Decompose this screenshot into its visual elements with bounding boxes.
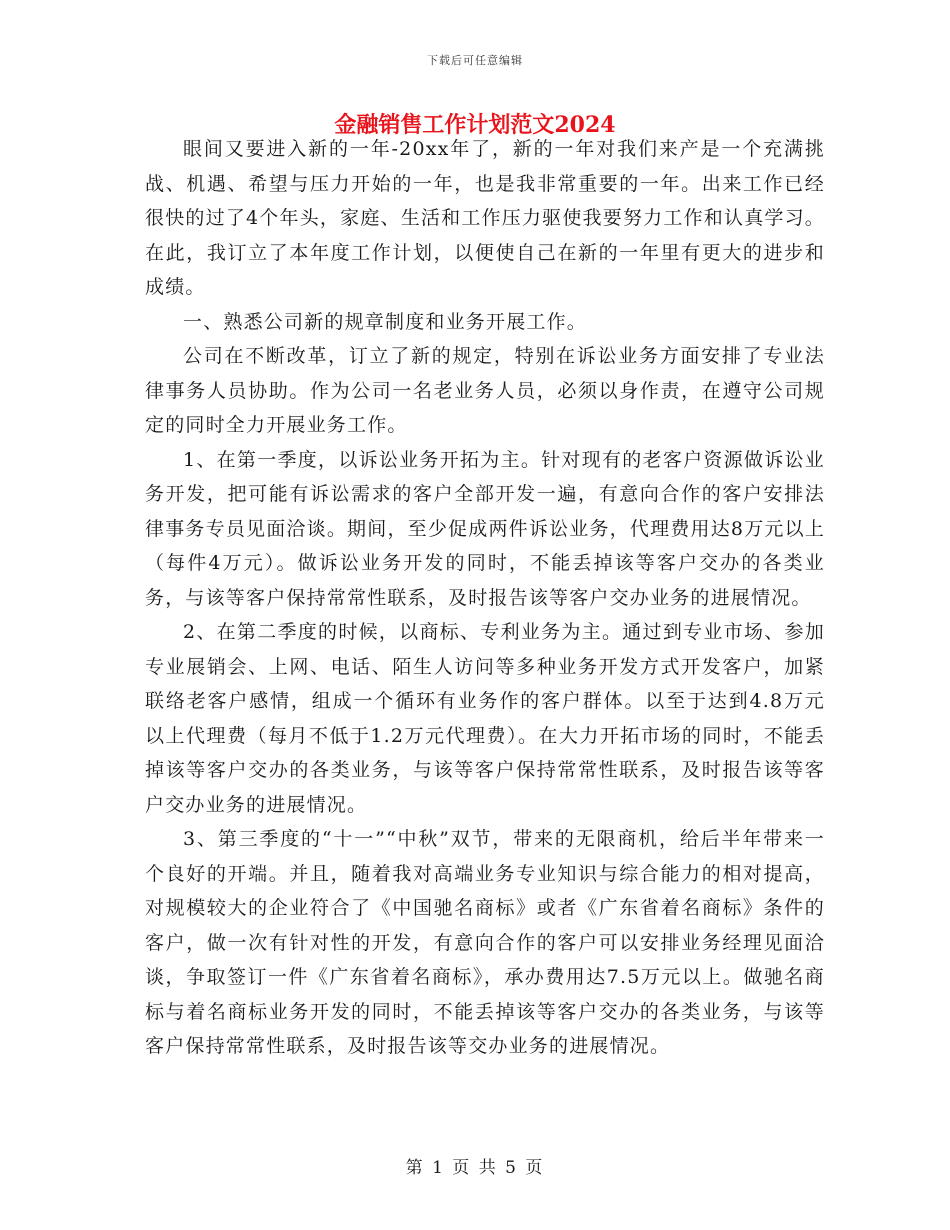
- page-header-note: 下载后可任意编辑: [427, 54, 523, 67]
- paragraph-q3-plan: 3、第三季度的“十一”“中秋”双节，带来的无限商机，给后半年带来一个良好的开端。并且，随着我对高端业务专业知识与综合能力的相对提高，对规模较大的企业符合了《中国驰名商标》或者《广东省着名商标》条件的客户，做一次有针对性的开发，有意向合作的客户可以安排业务经理见面洽谈，争取签订一件《广东省着名商标》，承办费用达7.5万元以上。做驰名商标与着名商标业务开发的同时，不能丢掉该等客户交办的各类业务，与该等客户保持常常性联系，及时报告该等交办业务的进展情况。: [145, 828, 825, 1057]
- document-title: 金融销售工作计划范文2024: [334, 112, 616, 138]
- paragraph-intro: 眼间又要进入新的一年-20xx年了，新的一年对我们来产是一个充满挑战、机遇、希望与压力开始的一年，也是我非常重要的一年。出来工作已经很快的过了4个年头，家庭、生活和工作压力驱使我要努力工作和认真学习。在此，我订立了本年度工作计划，以便使自己在新的一年里有更大的进步和成绩。: [145, 138, 825, 298]
- document-body: [145, 132, 825, 1064]
- page-number-footer: 第 1 页 共 5 页: [405, 1158, 545, 1178]
- paragraph-q1-plan: 1、在第一季度，以诉讼业务开拓为主。针对现有的老客户资源做诉讼业务开发，把可能有诉讼需求的客户全部开发一遍，有意向合作的客户安排法律事务专员见面洽谈。期间，至少促成两件诉讼业务，代理费用达8万元以上（每件4万元）。做诉讼业务开发的同时，不能丢掉该等客户交办的各类业务，与该等客户保持常常性联系，及时报告该等客户交办业务的进展情况。: [145, 448, 825, 609]
- paragraph-company-rules: 公司在不断改革，订立了新的规定，特别在诉讼业务方面安排了专业法律事务人员协助。作为公司一名老业务人员，必须以身作责，在遵守公司规定的同时全力开展业务工作。: [145, 345, 825, 436]
- paragraph-q2-plan: 2、在第二季度的时候，以商标、专利业务为主。通过到专业市场、参加专业展销会、上网、电话、陌生人访问等多种业务开发方式开发客户，加紧联络老客户感情，组成一个循环有业务作的客户群体。以至于达到4.8万元以上代理费（每月不低于1.2万元代理费）。在大力开拓市场的同时，不能丢掉该等客户交办的各类业务，与该等客户保持常常性联系，及时报告该等客户交办业务的进展情况。: [145, 621, 825, 816]
- paragraph-section-heading: 一、熟悉公司新的规章制度和业务开展工作。: [183, 310, 588, 333]
